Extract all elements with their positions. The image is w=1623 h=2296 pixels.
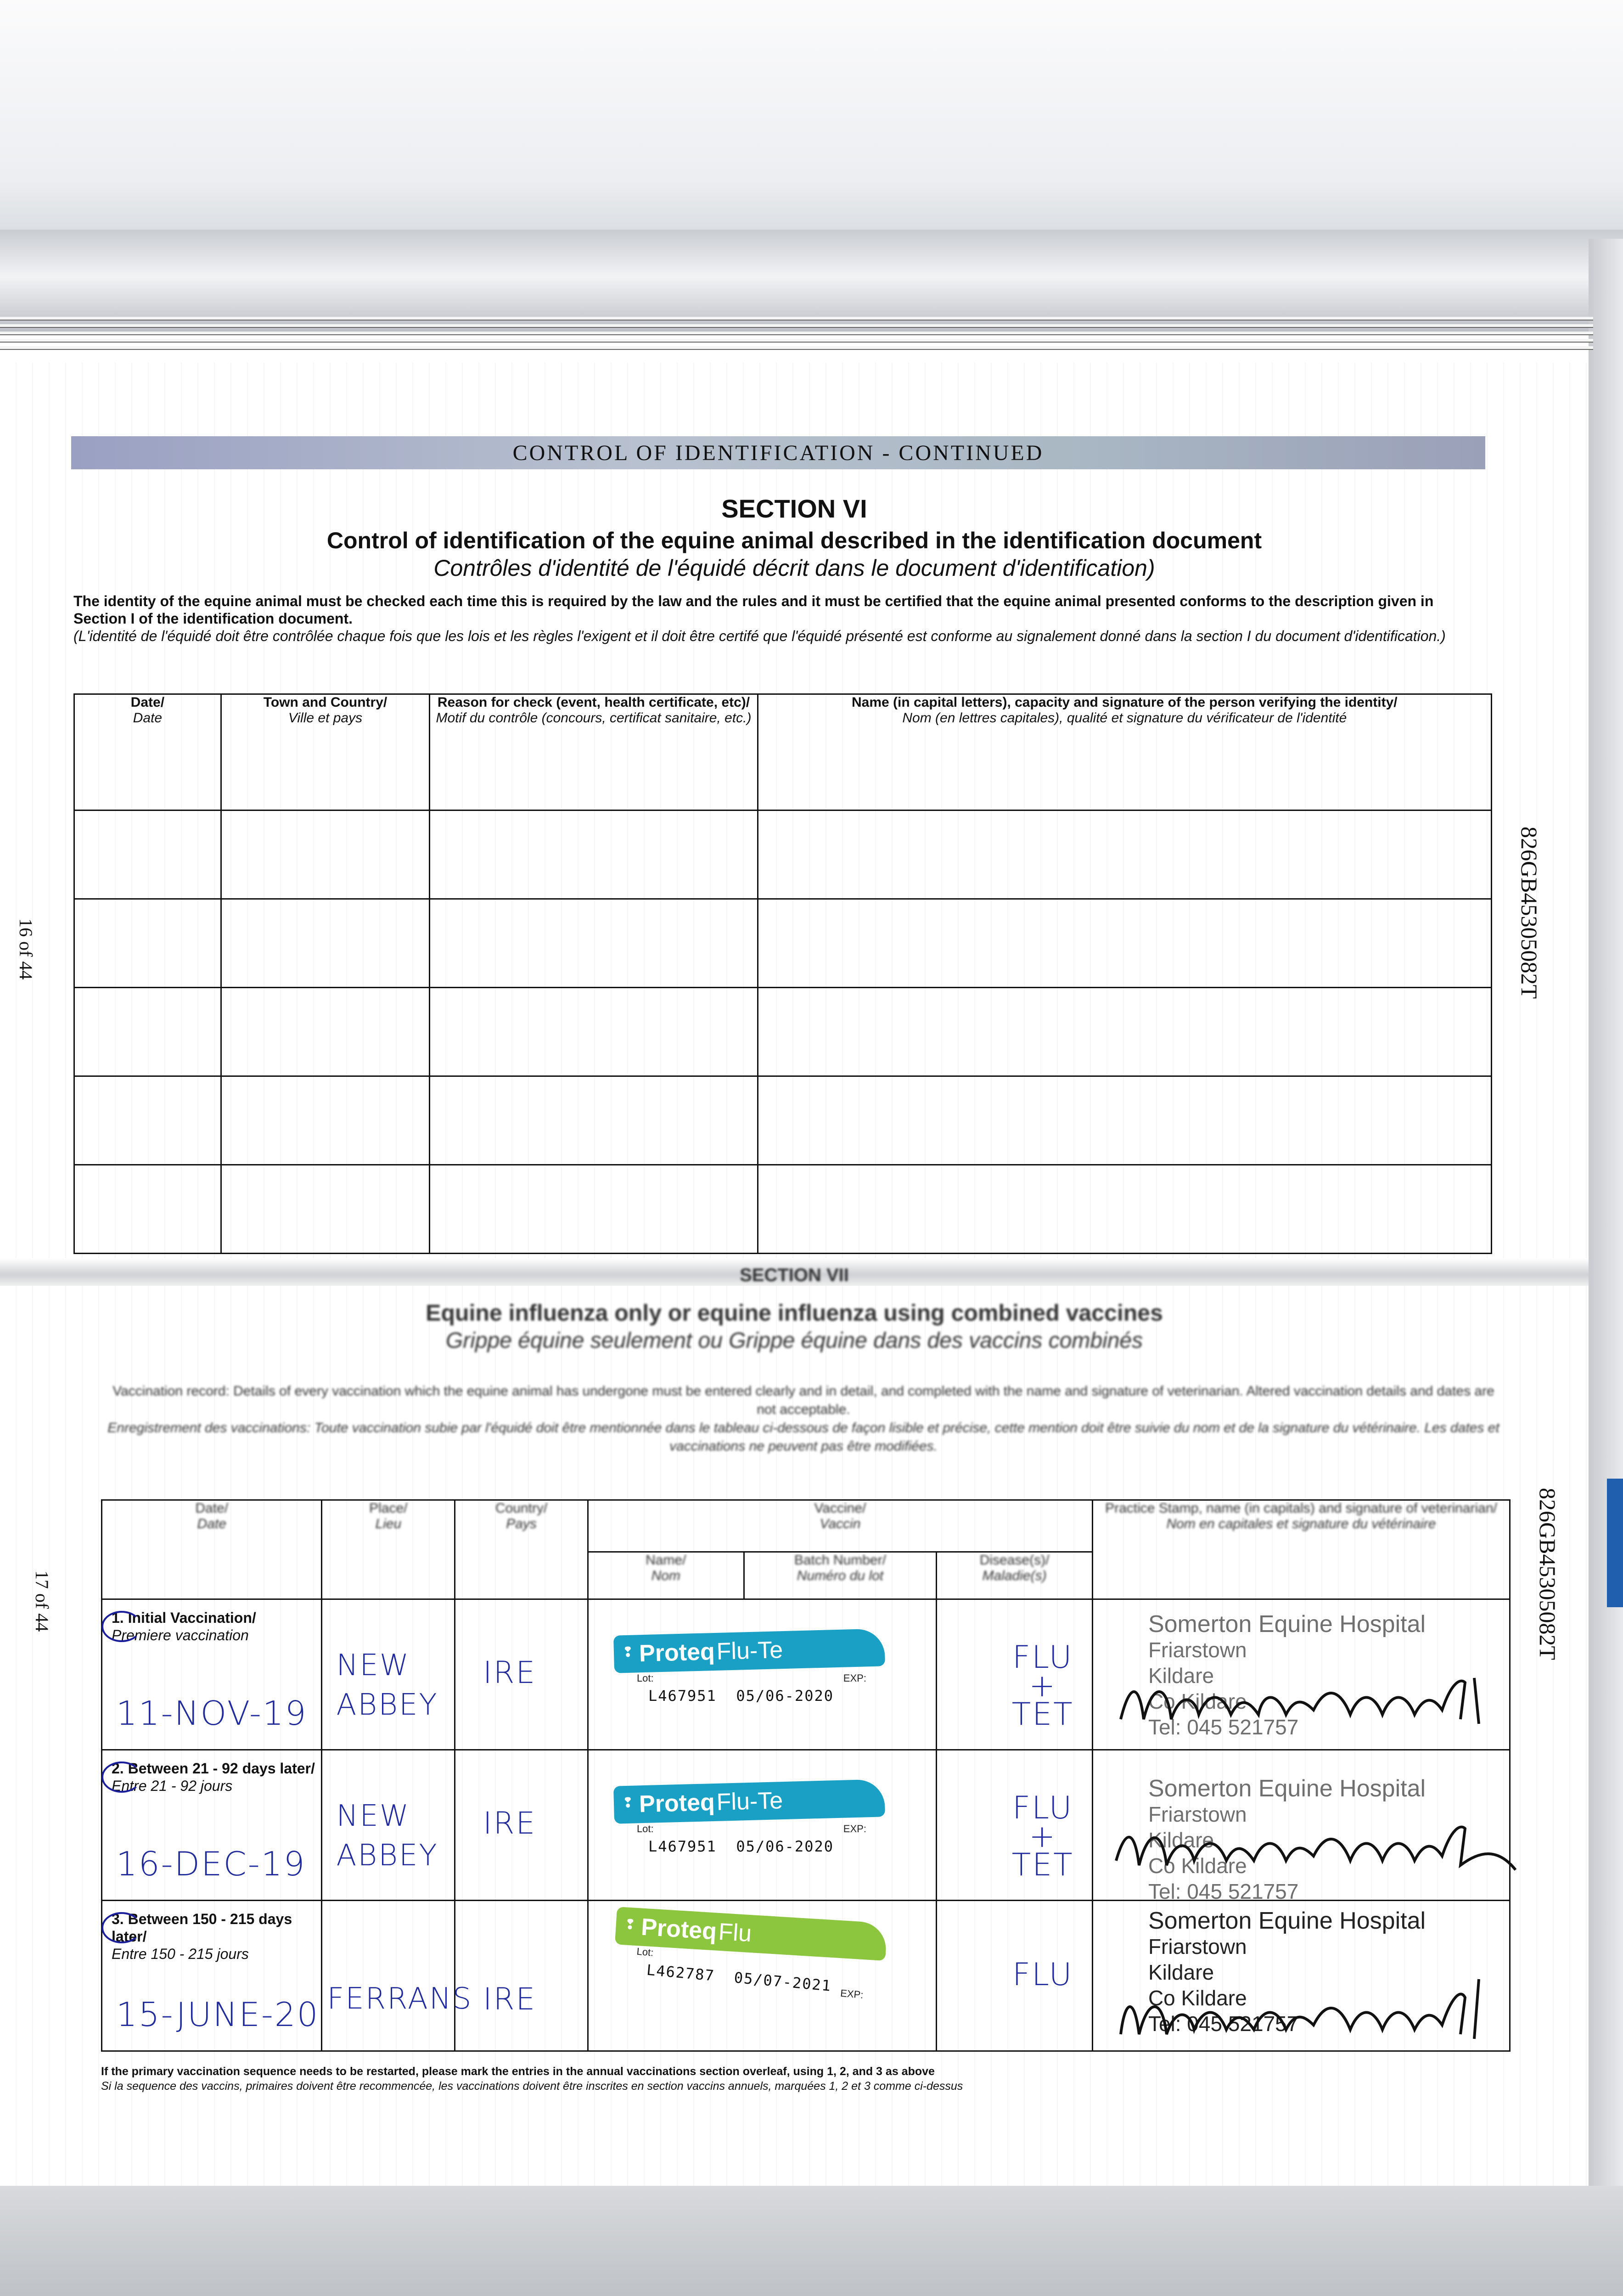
passport-number: 826GB45305082T xyxy=(1516,827,1542,999)
section7-instructions xyxy=(106,1382,1501,1456)
stamp-cell[interactable] xyxy=(1092,1901,1510,2051)
table-cell[interactable] xyxy=(74,899,221,988)
batch-expiry: L467951 05/06-2020 xyxy=(648,1838,834,1855)
exp-label: EXP: xyxy=(843,1823,866,1835)
section7-title: SECTION VII xyxy=(740,1265,849,1285)
header-stamp: Practice Stamp, name (in capitals) and signature of veterinarian/ Nom en capitales et signature du vétérinaire xyxy=(1092,1500,1510,1599)
section7-heading: Equine influenza only or equine influenza using combined vaccines xyxy=(426,1300,1163,1326)
handwritten-country: IRE xyxy=(483,1806,537,1841)
vaccine-sticker xyxy=(611,1903,887,2007)
vaccination-row xyxy=(102,1750,1510,1901)
lot-label: Lot: xyxy=(636,1945,654,1958)
table-cell[interactable] xyxy=(74,1165,221,1254)
practice-stamp: Somerton Equine Hospital Friarstown Kildare Co Kildare Tel: 045 521757 xyxy=(1148,1908,1426,2036)
table-cell[interactable] xyxy=(74,988,221,1076)
row-label: 1. Initial Vaccination/ Premiere vaccination xyxy=(112,1609,256,1644)
table-row xyxy=(74,1165,1492,1254)
vaccine-sticker xyxy=(614,1783,885,1863)
table-cell[interactable] xyxy=(758,988,1491,1076)
stamp-cell[interactable] xyxy=(1092,1599,1510,1750)
date-cell[interactable] xyxy=(102,1599,322,1750)
instructions xyxy=(73,592,1474,645)
handwritten-place: FERRANS xyxy=(327,1982,473,2016)
table-cell[interactable] xyxy=(430,1076,758,1165)
country-cell[interactable] xyxy=(455,1599,588,1750)
sticker-band: ❢ Proteq Flu-Te xyxy=(613,1779,885,1823)
vaccine-label-cell[interactable] xyxy=(588,1599,936,1750)
identity-check-table xyxy=(73,693,1492,1254)
batch-expiry: L467951 05/06-2020 xyxy=(648,1687,834,1705)
vaccine-label-cell[interactable] xyxy=(588,1750,936,1901)
header-vaccine: Vaccine/ Vaccin xyxy=(588,1500,1092,1552)
handwritten-diseases: FLU + TET xyxy=(1011,1639,1074,1733)
disease-cell[interactable] xyxy=(937,1599,1093,1750)
blue-page-tab xyxy=(1607,1479,1623,1607)
place-cell[interactable] xyxy=(322,1599,455,1750)
sticker-band: ❢ Proteq Flu xyxy=(615,1907,887,1961)
handwritten-diseases: FLU + TET xyxy=(1011,1790,1074,1883)
droplet-icon: ❢ xyxy=(623,1917,636,1933)
exp-label: EXP: xyxy=(843,1672,866,1684)
handwritten-date: 11-NOV-19 xyxy=(116,1694,308,1733)
table-row xyxy=(74,899,1492,988)
handwritten-country: IRE xyxy=(483,1981,537,2017)
country-cell[interactable] xyxy=(455,1750,588,1901)
place-cell[interactable] xyxy=(322,1901,473,2051)
table-header-row xyxy=(102,1500,1510,1552)
handwritten-circle xyxy=(101,1611,142,1642)
table-cell[interactable] xyxy=(758,1076,1491,1165)
droplet-icon: ❢ xyxy=(622,1795,634,1811)
handwritten-circle xyxy=(101,1761,142,1793)
footnote-english: If the primary vaccination sequence needs to be restarted, please mark the entries in the annual vaccinations section overleaf, using 1, 2, and 3 as above xyxy=(101,2065,935,2078)
binder-right-edge xyxy=(1589,239,1623,2213)
veterinarian-signature xyxy=(1112,1810,1525,1884)
place-cell[interactable] xyxy=(322,1750,455,1901)
vaccine-sticker xyxy=(614,1632,885,1712)
table-row xyxy=(74,810,1492,899)
header-vaccine-name: Name/ Nom xyxy=(588,1552,744,1599)
table-cell[interactable] xyxy=(758,1165,1491,1254)
page-number-16: 16 of 44 xyxy=(16,918,36,980)
table-cell[interactable] xyxy=(430,1165,758,1254)
table-header-row xyxy=(74,694,1492,810)
handwritten-place: NEW ABBEY xyxy=(336,1799,438,1873)
table-cell[interactable] xyxy=(221,1076,430,1165)
passport-number-blurred: 826GB45305082T xyxy=(1535,1488,1561,1660)
header-bar-title: CONTROL OF IDENTIFICATION - CONTINUED xyxy=(512,440,1044,465)
header-bar xyxy=(71,436,1485,469)
practice-stamp: Somerton Equine Hospital Friarstown Kildare Co Kildare Tel: 045 521757 xyxy=(1148,1775,1426,1903)
disease-cell[interactable] xyxy=(937,1901,1093,2051)
scan-background-top xyxy=(0,0,1623,239)
page-edges xyxy=(0,317,1593,367)
header-date: Date/ Date xyxy=(74,694,221,810)
section7-instructions-english: Vaccination record: Details of every vaccination which the equine animal has undergone must be entered clearly and in detail, and completed with the name and signature of veterinarian. Altered vaccination details and dates are not acceptable. xyxy=(112,1384,1494,1417)
lot-label: Lot: xyxy=(636,1672,654,1684)
table-cell[interactable] xyxy=(430,810,758,899)
footnote xyxy=(101,2064,1524,2093)
header-country: Country/ Pays xyxy=(455,1500,588,1599)
sticker-band: ❢ Proteq Flu-Te xyxy=(613,1628,885,1673)
section-title: SECTION VI xyxy=(721,494,867,523)
table-cell[interactable] xyxy=(221,1165,430,1254)
exp-label: EXP: xyxy=(840,1987,864,2001)
country-cell[interactable] xyxy=(455,1901,588,2051)
handwritten-country: IRE xyxy=(483,1655,537,1690)
header-date: Date/ Date xyxy=(102,1500,322,1599)
veterinarian-signature xyxy=(1112,1664,1525,1738)
handwritten-date: 16-DEC-19 xyxy=(116,1845,306,1883)
droplet-icon: ❢ xyxy=(622,1644,634,1660)
header-town-country: Town and Country/ Ville et pays xyxy=(221,694,430,810)
table-cell[interactable] xyxy=(74,810,221,899)
table-cell[interactable] xyxy=(758,810,1491,899)
instructions-french: (L'identité de l'équidé doit être contrôlée chaque fois que les lois et les règles l'exigent et il doit être certifé que l'équidé présenté est conforme au signalement donné dans la section I du document d'identification.) xyxy=(73,628,1446,644)
footnote-french: Si la sequence des vaccins, primaires doivent être recommencée, les vaccinations doivent être inscrites en section vaccins annuels, marquées 1, 2 et 3 comme ci-dessus xyxy=(101,2080,963,2093)
page-title-french: Contrôles d'identité de l'équidé décrit dans le document d'identification) xyxy=(433,555,1155,581)
date-cell[interactable] xyxy=(102,1750,322,1901)
disease-cell[interactable] xyxy=(937,1750,1093,1901)
instructions-english: The identity of the equine animal must be checked each time this is required by the law and the rules and it must be certified that the equine animal presented conforms to the description given in Section I of the identification document. xyxy=(73,593,1434,627)
table-cell[interactable] xyxy=(221,899,430,988)
date-cell[interactable] xyxy=(102,1901,322,2051)
page-title: Control of identification of the equine animal described in the identification document xyxy=(326,528,1262,553)
handwritten-date: 15-JUNE-20 xyxy=(116,1995,320,2034)
table-cell[interactable] xyxy=(221,988,430,1076)
header-diseases: Disease(s)/ Maladie(s) xyxy=(937,1552,1093,1599)
scan-background-bottom xyxy=(0,2186,1623,2296)
header-place: Place/ Lieu xyxy=(322,1500,455,1599)
row-label: 2. Between 21 - 92 days later/ Entre 21 - 92 jours xyxy=(112,1760,315,1795)
table-cell[interactable] xyxy=(430,988,758,1076)
section7-heading-french: Grippe équine seulement ou Grippe équine dans des vaccins combinés xyxy=(445,1328,1143,1353)
handwritten-circle xyxy=(101,1912,142,1943)
stamp-cell[interactable] xyxy=(1092,1750,1510,1901)
veterinarian-signature xyxy=(1112,1970,1525,2043)
table-cell[interactable] xyxy=(74,1076,221,1165)
vaccine-label-cell[interactable] xyxy=(588,1901,936,2051)
handwritten-diseases: FLU xyxy=(1012,1957,1073,1993)
vaccination-table xyxy=(101,1499,1511,2052)
section7-instructions-french: Enregistrement des vaccinations: Toute vaccination subie par l'équidé doit être mentionnée dans le tableau ci-dessous de façon lisible et précise, cette mention doit être suivie du nom et de la signature du vétérinaire. Les dates et vaccinations ne peuvent pas être modifiées. xyxy=(107,1420,1499,1454)
table-cell[interactable] xyxy=(758,899,1491,988)
vaccination-row xyxy=(102,1901,1510,2051)
table-row xyxy=(74,1076,1492,1165)
practice-stamp: Somerton Equine Hospital Friarstown Kildare Co Kildare Tel: 045 521757 xyxy=(1148,1611,1426,1739)
page-number-17: 17 of 44 xyxy=(32,1570,52,1632)
lot-label: Lot: xyxy=(636,1823,654,1835)
table-cell[interactable] xyxy=(430,899,758,988)
row-label: 3. Between 150 - 215 days later/ Entre 150 - 215 jours xyxy=(112,1910,321,1963)
header-reason: Reason for check (event, health certificate, etc)/ Motif du contrôle (concours, certificat sanitaire, etc.) xyxy=(430,694,758,810)
table-cell[interactable] xyxy=(221,810,430,899)
table-row xyxy=(74,988,1492,1076)
handwritten-place: NEW ABBEY xyxy=(336,1649,438,1722)
vaccination-row xyxy=(102,1599,1510,1750)
header-batch-number: Batch Number/ Numéro du lot xyxy=(744,1552,937,1599)
header-verifier: Name (in capital letters), capacity and signature of the person verifying the identity/ Nom (en lettres capitales), qualité et signature du vérificateur de l'identité xyxy=(758,694,1491,810)
batch-expiry: L462787 05/07-2021 xyxy=(646,1961,832,1995)
